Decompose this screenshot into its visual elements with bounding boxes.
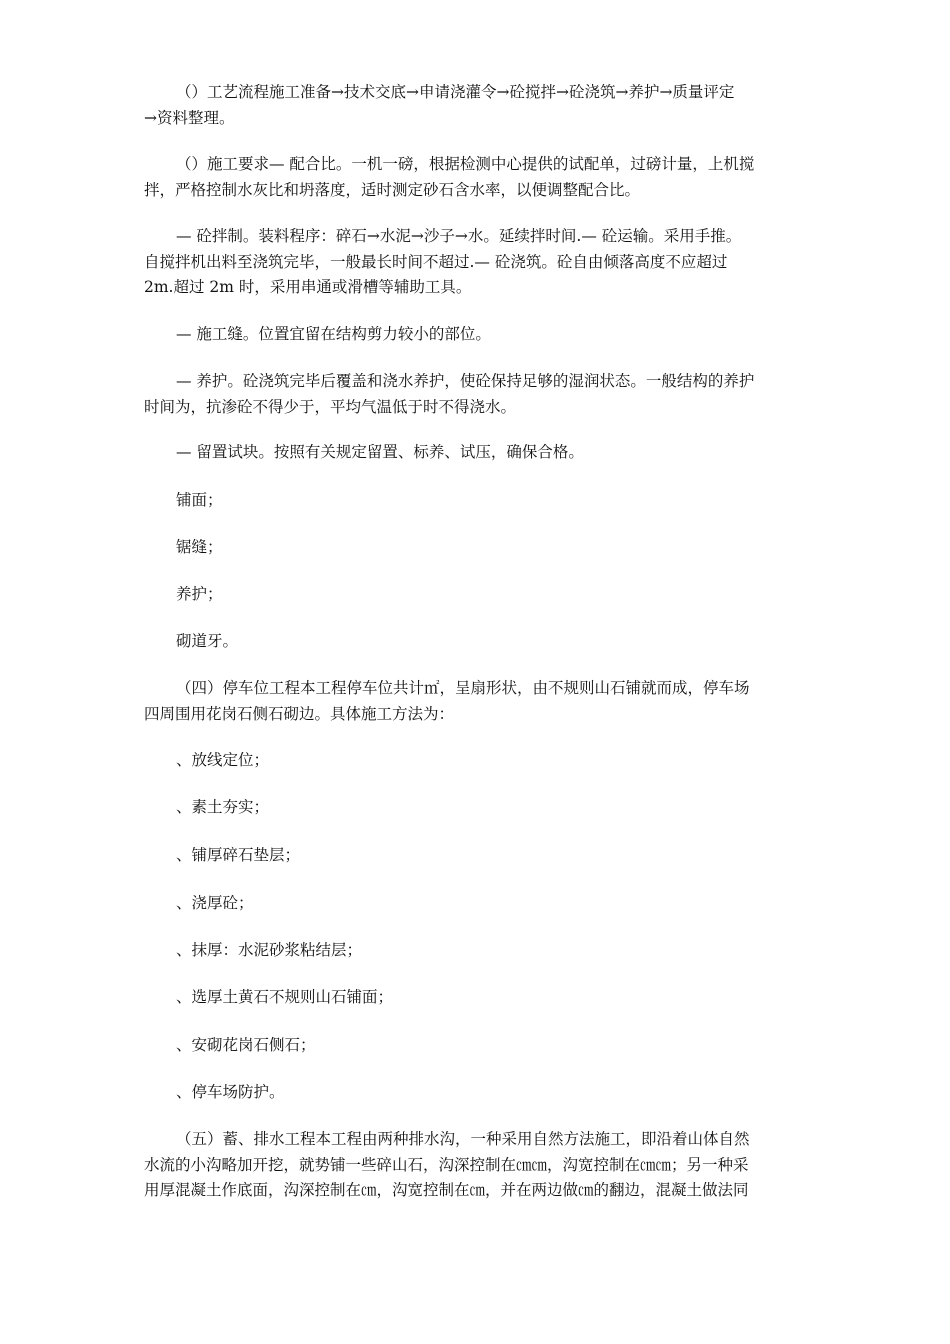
text-line: 用厚混凝土作底面，沟深控制在㎝，沟宽控制在㎝，并在两边做㎝的翻边，混凝土做法同 bbox=[144, 1181, 749, 1199]
text-line: →资料整理。 bbox=[144, 108, 235, 127]
text-line: 锯缝； bbox=[176, 538, 223, 556]
paragraph-test-blocks bbox=[144, 440, 808, 466]
paragraph-process-flow bbox=[144, 80, 808, 131]
text-line: — 施工缝。位置宜留在结构剪力较小的部位。 bbox=[176, 325, 491, 343]
list-item bbox=[144, 795, 808, 821]
list-item bbox=[144, 891, 808, 917]
list-item bbox=[144, 582, 808, 608]
text-line: 拌，严格控制水灰比和坍落度，适时测定砂石含水率，以便调整配合比。 bbox=[144, 180, 641, 199]
text-line: 时间为，抗渗砼不得少于，平均气温低于时不得浇水。 bbox=[144, 397, 517, 416]
paragraph-drainage-section bbox=[144, 1127, 808, 1204]
text-line: — 留置试块。按照有关规定留置、标养、试压，确保合格。 bbox=[176, 443, 584, 461]
text-line: 养护； bbox=[176, 585, 223, 603]
list-item bbox=[144, 1080, 808, 1106]
list-item bbox=[144, 748, 808, 774]
text-line: 、放线定位； bbox=[176, 751, 270, 769]
text-line: （）工艺流程施工准备→技术交底→申请浇灌令→砼搅拌→砼浇筑→养护→质量评定 bbox=[176, 83, 735, 101]
list-item bbox=[144, 1033, 808, 1059]
paragraph-construction-requirements bbox=[144, 152, 808, 203]
list-item bbox=[144, 488, 808, 514]
text-line: （五）蓄、排水工程本工程由两种排水沟，一种采用自然方法施工，即沿着山体自然 bbox=[176, 1130, 750, 1148]
text-line: （四）停车位工程本工程停车位共计㎡，呈扇形状，由不规则山石铺就而成，停车场 bbox=[176, 679, 750, 697]
text-line: 四周围用花岗石侧石砌边。具体施工方法为： bbox=[144, 704, 455, 723]
text-line: 、铺厚碎石垫层； bbox=[176, 846, 301, 864]
list-item bbox=[144, 843, 808, 869]
list-item bbox=[144, 985, 808, 1011]
paragraph-parking-section bbox=[144, 676, 808, 727]
paragraph-curing bbox=[144, 369, 808, 420]
list-item bbox=[144, 535, 808, 561]
text-line: 、选厚土黄石不规则山石铺面； bbox=[176, 988, 394, 1006]
list-item bbox=[144, 629, 808, 655]
text-line: 铺面； bbox=[176, 491, 223, 509]
text-line: 、素土夯实； bbox=[176, 798, 270, 816]
text-line: — 养护。砼浇筑完毕后覆盖和浇水养护，使砼保持足够的湿润状态。一般结构的养护 bbox=[176, 372, 755, 390]
text-line: 砌道牙。 bbox=[176, 632, 239, 650]
text-line: 2m.超过 2m 时，采用串通或滑槽等辅助工具。 bbox=[144, 278, 472, 296]
text-line: 、抹厚：水泥砂浆粘结层； bbox=[176, 941, 363, 959]
text-line: 、浇厚砼； bbox=[176, 894, 254, 912]
text-line: — 砼拌制。装料程序：碎石→水泥→沙子→水。延续拌时间.— 砼运输。采用手推。 bbox=[176, 227, 742, 245]
paragraph-construction-joint bbox=[144, 322, 808, 348]
text-line: 自搅拌机出料至浇筑完毕，一般最长时间不超过.— 砼浇筑。砼自由倾落高度不应超过 bbox=[144, 252, 728, 271]
text-line: （）施工要求— 配合比。一机一磅，根据检测中心提供的试配单，过磅计量，上机搅 bbox=[176, 155, 755, 173]
text-line: 水流的小沟略加开挖，就势铺一些碎山石，沟深控制在㎝㎝，沟宽控制在㎝㎝；另一种采 bbox=[144, 1155, 749, 1174]
text-line: 、停车场防护。 bbox=[176, 1083, 285, 1101]
text-line: 、安砌花岗石侧石； bbox=[176, 1036, 316, 1054]
paragraph-concrete-mixing bbox=[144, 224, 808, 301]
list-item bbox=[144, 938, 808, 964]
